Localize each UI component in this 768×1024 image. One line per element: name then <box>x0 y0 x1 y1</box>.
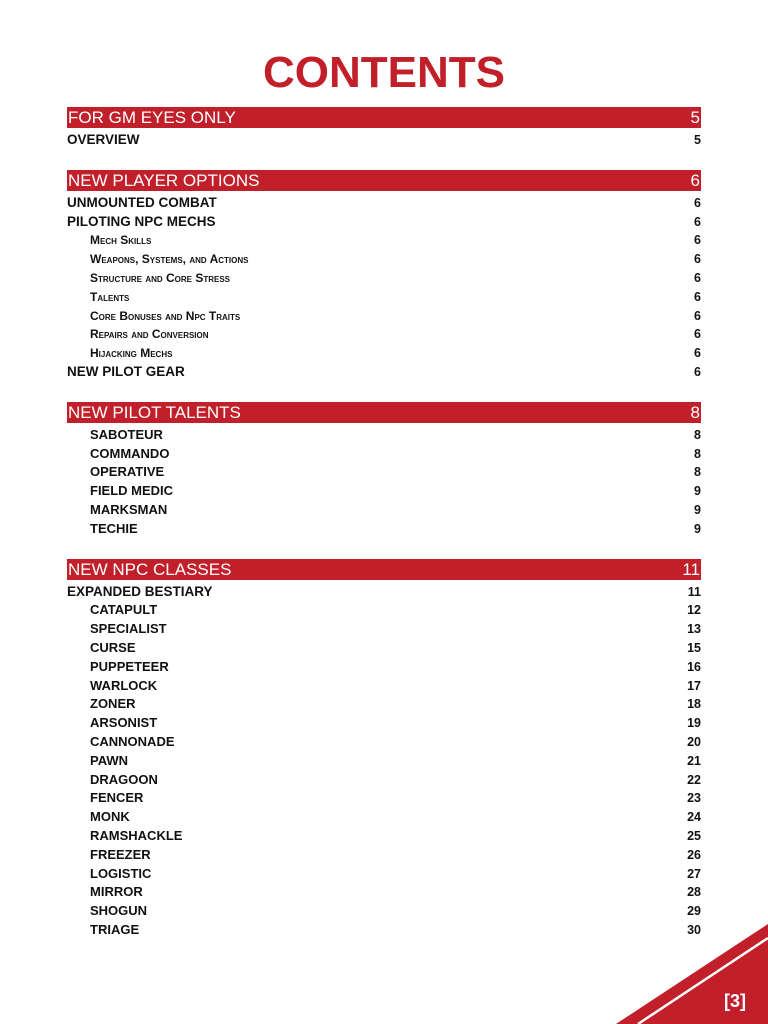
section-title: NEW PLAYER OPTIONS <box>68 170 260 190</box>
toc-entry-page: 6 <box>694 308 701 323</box>
toc-entry-label: SPECIALIST <box>90 621 167 637</box>
toc-entry-page: 8 <box>694 427 701 442</box>
toc-entry[interactable] <box>67 194 701 213</box>
toc-entry-label: Mech Skills <box>90 233 152 248</box>
toc-entry-label: CANNONADE <box>90 733 175 749</box>
toc-entry[interactable] <box>67 325 701 344</box>
toc-entry-page: 20 <box>687 734 701 749</box>
section-page-number: 6 <box>690 170 700 190</box>
toc-entry-page: 8 <box>694 446 701 461</box>
toc-entry-page: 12 <box>687 603 701 618</box>
toc-entry-label: COMMANDO <box>90 445 170 461</box>
toc-entry[interactable] <box>67 883 701 902</box>
toc-entry-page: 6 <box>694 214 701 229</box>
toc-entry-label: PUPPETEER <box>90 658 169 674</box>
toc-entry-label: NEW PILOT GEAR <box>67 363 185 379</box>
toc-entry-label: CURSE <box>90 639 136 655</box>
toc-entry-page: 19 <box>687 716 701 731</box>
toc-entry[interactable] <box>67 695 701 714</box>
toc-entry-label: Talents <box>90 289 130 304</box>
toc-entry-page: 30 <box>687 922 701 937</box>
toc-entry[interactable] <box>67 733 701 752</box>
toc-entry-label: Structure and Core Stress <box>90 270 231 285</box>
toc-entry-label: PILOTING NPC MECHS <box>67 213 216 229</box>
section-page-number: 8 <box>690 402 700 422</box>
toc-entry[interactable] <box>67 344 701 363</box>
toc-entry-label: CATAPULT <box>90 602 158 618</box>
section-page-number: 11 <box>682 559 700 579</box>
toc-entry-page: 29 <box>687 904 701 919</box>
toc-entry-label: ZONER <box>90 696 136 712</box>
toc-entry-label: ARSONIST <box>90 715 158 731</box>
toc-entry-page: 6 <box>694 346 701 361</box>
toc-entry-label: SHOGUN <box>90 903 148 919</box>
section-title: FOR GM EYES ONLY <box>68 108 236 127</box>
toc-entry[interactable] <box>67 231 701 250</box>
toc-entry-page: 6 <box>694 195 701 210</box>
toc-entry-page: 6 <box>694 252 701 267</box>
toc-entry[interactable] <box>67 250 701 269</box>
page-number: [3] <box>724 991 746 1011</box>
toc-entry[interactable] <box>67 363 701 382</box>
toc-entry-page: 27 <box>687 866 701 881</box>
toc-entry-label: RAMSHACKLE <box>90 827 183 843</box>
toc-entry-label: WARLOCK <box>90 677 158 693</box>
toc-entry-label: DRAGOON <box>90 771 158 787</box>
toc-entry-page: 23 <box>687 791 701 806</box>
toc-entry[interactable] <box>67 501 701 520</box>
toc-entry[interactable] <box>67 921 701 940</box>
toc-entry[interactable] <box>67 426 701 445</box>
toc-section <box>67 559 701 940</box>
section-header[interactable] <box>67 170 701 191</box>
toc-entry[interactable] <box>67 846 701 865</box>
toc-entry[interactable] <box>67 520 701 539</box>
toc-entry[interactable] <box>67 482 701 501</box>
toc-entry-page: 13 <box>687 622 701 637</box>
toc-entry[interactable] <box>67 269 701 288</box>
toc-entry-page: 6 <box>694 364 701 379</box>
toc-entry-page: 15 <box>687 640 701 655</box>
toc-entry-label: EXPANDED BESTIARY <box>67 583 213 599</box>
toc-entry[interactable] <box>67 902 701 921</box>
toc-entry-label: Hijacking Mechs <box>90 346 173 361</box>
toc-entry-page: 5 <box>694 133 701 147</box>
section-header[interactable] <box>67 559 701 580</box>
section-header[interactable] <box>67 107 701 128</box>
section-title: NEW NPC CLASSES <box>68 559 232 579</box>
toc-entry-page: 9 <box>694 502 701 517</box>
toc-entry-page: 11 <box>687 584 701 599</box>
toc-entry-label: Weapons, Systems, and Actions <box>90 252 249 267</box>
toc-entry[interactable] <box>67 463 701 482</box>
toc-entry-page: 6 <box>694 289 701 304</box>
toc-entry[interactable] <box>67 620 701 639</box>
toc-entry[interactable] <box>67 808 701 827</box>
toc-entry-page: 28 <box>687 885 701 900</box>
toc-entry[interactable] <box>67 658 701 677</box>
toc-entry-label: TRIAGE <box>90 921 140 937</box>
toc-entry-label: OVERVIEW <box>67 132 140 147</box>
section-header[interactable] <box>67 402 701 423</box>
toc-entry-page: 16 <box>687 659 701 674</box>
toc-entry-label: MIRROR <box>90 884 143 900</box>
toc-entry[interactable] <box>67 752 701 771</box>
toc-entry[interactable] <box>67 288 701 307</box>
toc-entry-page: 6 <box>694 270 701 285</box>
toc-entry-label: MONK <box>90 809 130 825</box>
toc-entry[interactable] <box>67 771 701 790</box>
toc-entry-label: OPERATIVE <box>90 464 165 480</box>
toc-entry-page: 6 <box>694 233 701 248</box>
toc-entry-page: 25 <box>687 828 701 843</box>
toc-entry[interactable] <box>67 827 701 846</box>
toc-entry[interactable] <box>67 677 701 696</box>
toc-entry[interactable] <box>67 639 701 658</box>
toc-entry-label: Repairs and Conversion <box>90 327 209 342</box>
toc-entry-label: PAWN <box>90 752 129 768</box>
toc-entry-page: 24 <box>687 810 701 825</box>
toc-entry-page: 26 <box>687 847 701 862</box>
toc-section <box>67 170 701 382</box>
toc-entry-label: Core Bonuses and Npc Traits <box>90 308 241 323</box>
toc-entry-page: 6 <box>694 327 701 342</box>
toc-entry-label: UNMOUNTED COMBAT <box>67 194 217 210</box>
toc-entry-label: MARKSMAN <box>90 501 168 517</box>
toc-entry-page: 9 <box>694 484 701 499</box>
toc-entry[interactable] <box>67 445 701 464</box>
toc-section <box>67 107 701 150</box>
toc-entry[interactable] <box>67 131 701 150</box>
section-title: NEW PILOT TALENTS <box>68 402 241 422</box>
toc-section <box>67 402 701 539</box>
toc-entry-label: FENCER <box>90 790 144 806</box>
toc-entry-page: 22 <box>687 772 701 787</box>
toc-entry[interactable] <box>67 865 701 884</box>
toc-entry-page: 9 <box>694 521 701 536</box>
toc-entry-page: 8 <box>694 465 701 480</box>
toc-entry[interactable] <box>67 307 701 326</box>
toc-entry-label: TECHIE <box>90 520 138 536</box>
toc-entry-label: FREEZER <box>90 846 151 862</box>
toc-entry[interactable] <box>67 789 701 808</box>
toc-entry[interactable] <box>67 714 701 733</box>
toc-entry-page: 17 <box>687 678 701 693</box>
table-of-contents <box>67 107 701 960</box>
section-page-number: 5 <box>690 108 700 127</box>
toc-entry[interactable] <box>67 583 701 602</box>
toc-entry-label: LOGISTIC <box>90 865 152 881</box>
toc-entry-label: FIELD MEDIC <box>90 483 174 499</box>
toc-entry-label: SABOTEUR <box>90 426 163 442</box>
toc-entry[interactable] <box>67 601 701 620</box>
toc-entry[interactable] <box>67 213 701 232</box>
page-title: CONTENTS <box>263 48 505 97</box>
toc-entry-page: 18 <box>687 697 701 712</box>
toc-entry-page: 21 <box>687 753 701 768</box>
